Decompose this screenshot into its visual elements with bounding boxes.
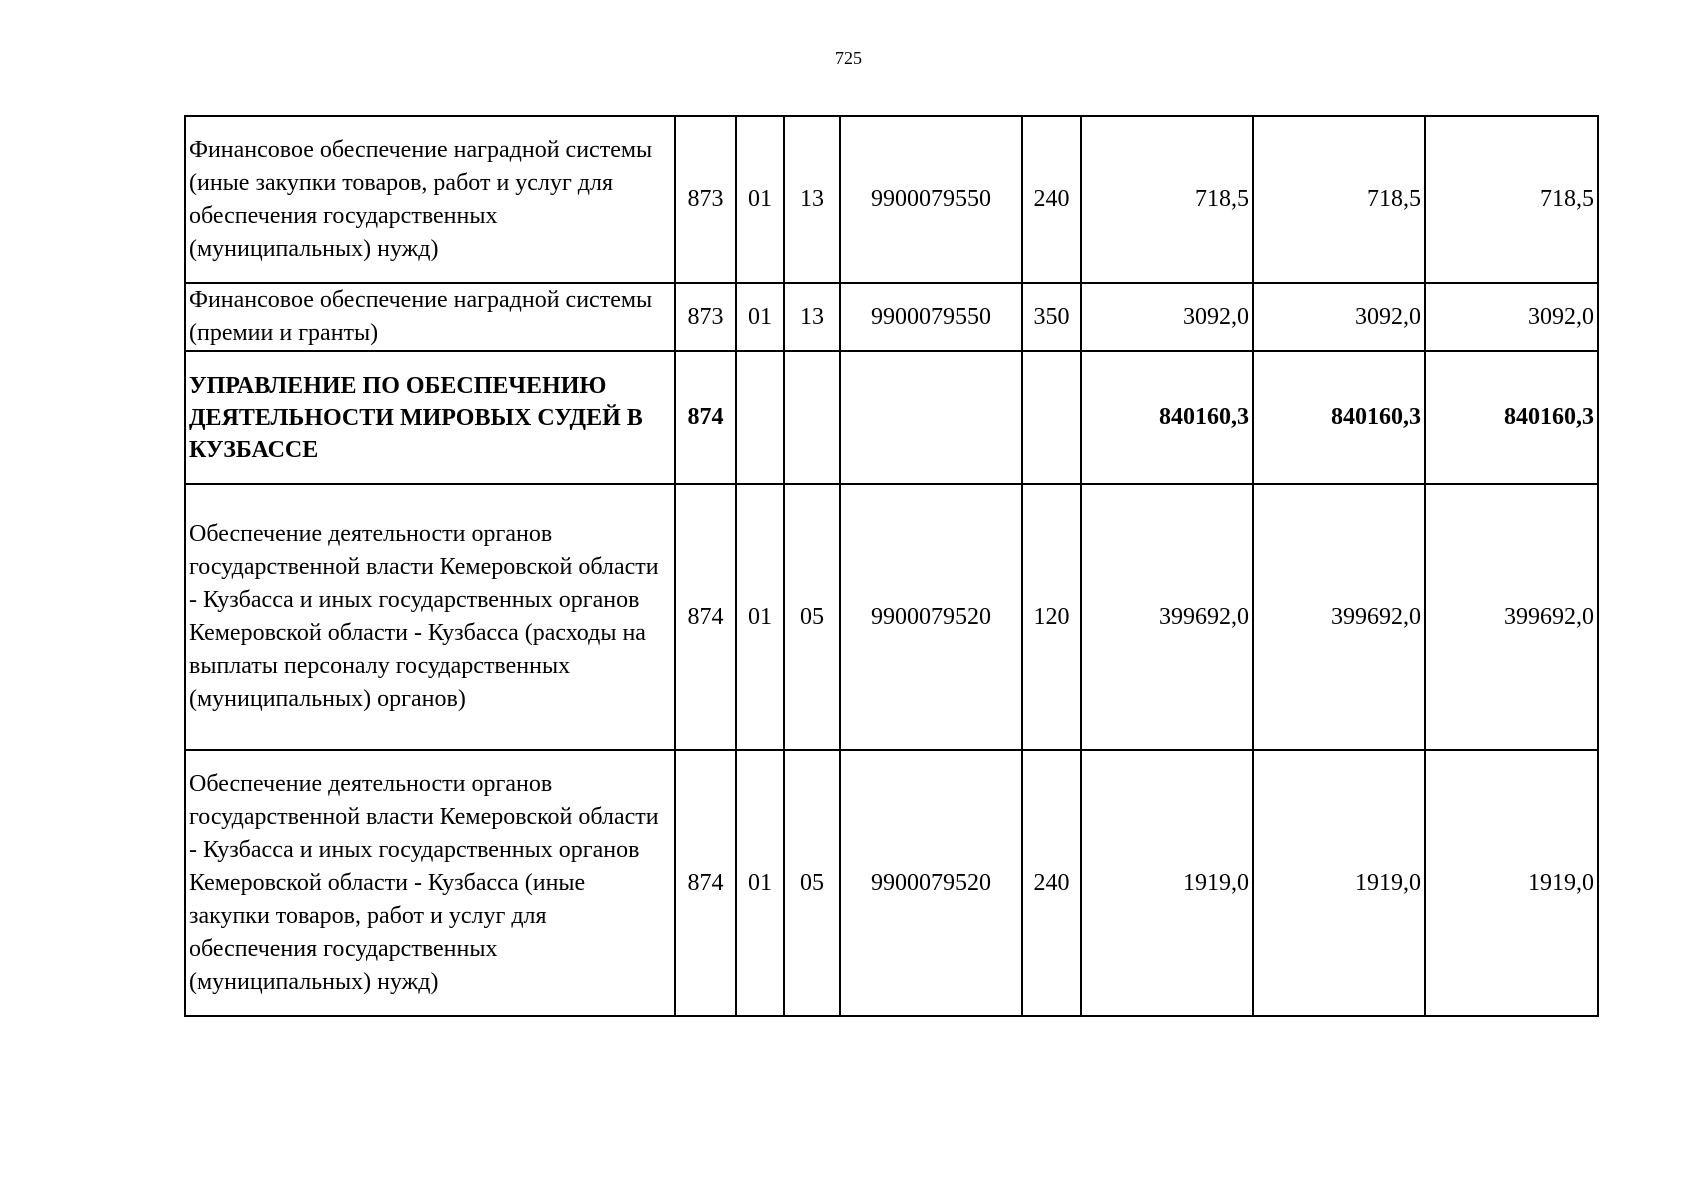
row-amount-3: 3092,0 xyxy=(1425,283,1598,351)
row-expense-type: 240 xyxy=(1022,116,1081,283)
row-section-code xyxy=(736,351,784,484)
row-description: Обеспечение деятельности органов государственной власти Кемеровской области - Кузбасса и иных государственных органов Кемеровской области - Кузбасса (иные закупки товаров, работ и услуг для обеспечения государственных (муниципальных) нужд) xyxy=(185,750,675,1016)
row-amount-2: 840160,3 xyxy=(1253,351,1425,484)
row-target-code: 9900079550 xyxy=(840,283,1022,351)
row-expense-type xyxy=(1022,351,1081,484)
row-target-code: 9900079520 xyxy=(840,484,1022,750)
row-amount-2: 399692,0 xyxy=(1253,484,1425,750)
row-amount-3: 840160,3 xyxy=(1425,351,1598,484)
table-row xyxy=(185,116,1598,283)
row-gr-code: 873 xyxy=(675,116,736,283)
row-section-code: 01 xyxy=(736,116,784,283)
section-title: УПРАВЛЕНИЕ ПО ОБЕСПЕЧЕНИЮ ДЕЯТЕЛЬНОСТИ МИРОВЫХ СУДЕЙ В КУЗБАССЕ xyxy=(185,351,675,484)
row-amount-1: 3092,0 xyxy=(1081,283,1253,351)
row-section-code: 01 xyxy=(736,283,784,351)
row-gr-code: 874 xyxy=(675,351,736,484)
row-amount-2: 718,5 xyxy=(1253,116,1425,283)
row-subsection-code: 05 xyxy=(784,750,840,1016)
row-amount-1: 399692,0 xyxy=(1081,484,1253,750)
row-amount-2: 1919,0 xyxy=(1253,750,1425,1016)
row-amount-2: 3092,0 xyxy=(1253,283,1425,351)
row-section-code: 01 xyxy=(736,484,784,750)
row-amount-3: 718,5 xyxy=(1425,116,1598,283)
row-subsection-code: 13 xyxy=(784,116,840,283)
row-gr-code: 874 xyxy=(675,484,736,750)
row-subsection-code: 13 xyxy=(784,283,840,351)
page-number: 725 xyxy=(835,48,862,68)
row-expense-type: 240 xyxy=(1022,750,1081,1016)
row-subsection-code: 05 xyxy=(784,484,840,750)
row-description: Финансовое обеспечение наградной системы (иные закупки товаров, работ и услуг для обеспечения государственных (муниципальных) нужд) xyxy=(185,116,675,283)
table-row xyxy=(185,283,1598,351)
row-amount-3: 1919,0 xyxy=(1425,750,1598,1016)
row-section-code: 01 xyxy=(736,750,784,1016)
table-row-section-header xyxy=(185,351,1598,484)
row-gr-code: 873 xyxy=(675,283,736,351)
row-description: Финансовое обеспечение наградной системы (премии и гранты) xyxy=(185,283,675,351)
row-gr-code: 874 xyxy=(675,750,736,1016)
row-amount-1: 840160,3 xyxy=(1081,351,1253,484)
budget-table xyxy=(184,115,1599,1017)
row-amount-3: 399692,0 xyxy=(1425,484,1598,750)
row-subsection-code xyxy=(784,351,840,484)
row-expense-type: 350 xyxy=(1022,283,1081,351)
row-expense-type: 120 xyxy=(1022,484,1081,750)
table-row xyxy=(185,484,1598,750)
row-amount-1: 1919,0 xyxy=(1081,750,1253,1016)
table-row xyxy=(185,750,1598,1016)
row-target-code: 9900079550 xyxy=(840,116,1022,283)
row-target-code: 9900079520 xyxy=(840,750,1022,1016)
row-amount-1: 718,5 xyxy=(1081,116,1253,283)
row-target-code xyxy=(840,351,1022,484)
row-description: Обеспечение деятельности органов государственной власти Кемеровской области - Кузбасса и иных государственных органов Кемеровской области - Кузбасса (расходы на выплаты персоналу государственных (муниципальных) органов) xyxy=(185,484,675,750)
